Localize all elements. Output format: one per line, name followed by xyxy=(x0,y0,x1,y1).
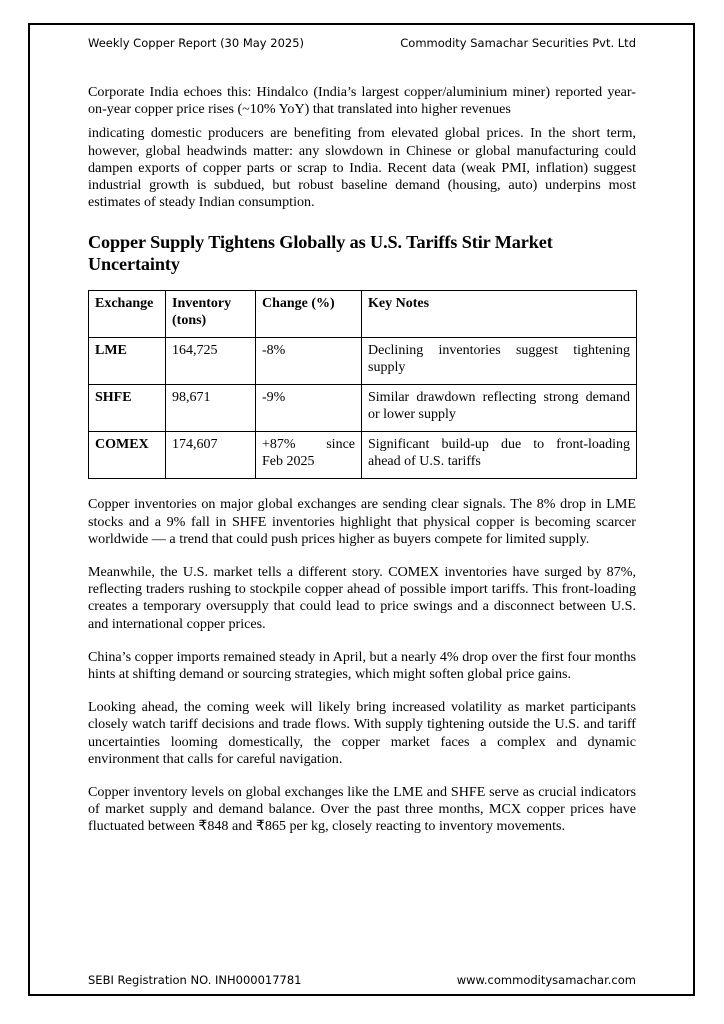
exchange-cell: SHFE xyxy=(89,385,166,432)
paragraph: Meanwhile, the U.S. market tells a different story. COMEX inventories have surged by 87%, reflecting traders rushing to stockpile copper ahead of possible import tariffs. This front-loading creates a temporary oversupply that could lead to price swings and a disconnect between U.S. and international copper prices. xyxy=(88,564,636,632)
table-header-cell: Inventory (tons) xyxy=(166,291,256,338)
notes-cell: Declining inventories suggest tightening supply xyxy=(362,338,637,385)
change-since: since xyxy=(326,437,355,453)
change-date: Feb 2025 xyxy=(262,454,315,470)
change-cell: -9% xyxy=(256,385,362,432)
paragraph: indicating domestic producers are benefiting from elevated global prices. In the short term, however, global headwinds matter: any slowdown in Chinese or global manufacturing could dampen exports of copper parts or scrap to India. Recent data (weak PMI, inflation) suggest industrial growth is subdued, but robust baseline demand (housing, auto) underpins most estimates of steady Indian consumption. xyxy=(88,125,636,211)
inventory-table xyxy=(88,290,637,479)
table-row xyxy=(89,338,637,385)
section-title: Copper Supply Tightens Globally as U.S. Tariffs Stir Market Uncertainty xyxy=(88,232,553,275)
exchange-cell: COMEX xyxy=(89,432,166,479)
table-row xyxy=(89,385,637,432)
table-header-cell: Change (%) xyxy=(256,291,362,338)
table-header-cell: Exchange xyxy=(89,291,166,338)
notes-cell: Similar drawdown reflecting strong demand or lower supply xyxy=(362,385,637,432)
footer-sebi-registration: SEBI Registration NO. INH000017781 xyxy=(88,973,302,987)
header-report-title: Weekly Copper Report (30 May 2025) xyxy=(88,36,305,50)
exchange-cell: LME xyxy=(89,338,166,385)
paragraph: China’s copper imports remained steady in April, but a nearly 4% drop over the first four months hints at shifting demand or sourcing strategies, which might soften global price gains. xyxy=(88,648,636,683)
footer-website-link[interactable]: www.commoditysamachar.com xyxy=(456,973,636,987)
change-value: +87% xyxy=(262,437,296,453)
table-header-row xyxy=(89,291,637,338)
inventory-cell: 98,671 xyxy=(166,385,256,432)
paragraph: Copper inventory levels on global exchanges like the LME and SHFE serve as crucial indicators of market supply and demand balance. Over the past three months, MCX copper prices have fluctuated between ₹848 and ₹865 per kg, closely reacting to inventory movements. xyxy=(88,784,636,835)
change-cell: -8% xyxy=(256,338,362,385)
table-row xyxy=(89,432,637,479)
header-company-name: Commodity Samachar Securities Pvt. Ltd xyxy=(400,36,636,50)
document-body xyxy=(88,84,636,836)
table-header-cell: Key Notes xyxy=(362,291,637,338)
paragraph: Corporate India echoes this: Hindalco (India’s largest copper/aluminium miner) reported year-on-year copper price rises (~10% YoY) that translated into higher revenues xyxy=(88,84,636,118)
inventory-cell: 174,607 xyxy=(166,432,256,479)
notes-cell: Significant build-up due to front-loading ahead of U.S. tariffs xyxy=(362,432,637,479)
paragraph: Looking ahead, the coming week will likely bring increased volatility as market participants closely watch tariff decisions and trade flows. With supply tightening outside the U.S. and tariff uncertainties looming domestically, the copper market faces a complex and dynamic environment that calls for careful navigation. xyxy=(88,699,636,767)
change-cell xyxy=(256,432,362,479)
inventory-cell: 164,725 xyxy=(166,338,256,385)
paragraph: Copper inventories on major global exchanges are sending clear signals. The 8% drop in LME stocks and a 9% fall in SHFE inventories highlight that physical copper is becoming scarcer worldwide — a trend that could push prices higher as buyers compete for limited supply. xyxy=(88,496,636,547)
